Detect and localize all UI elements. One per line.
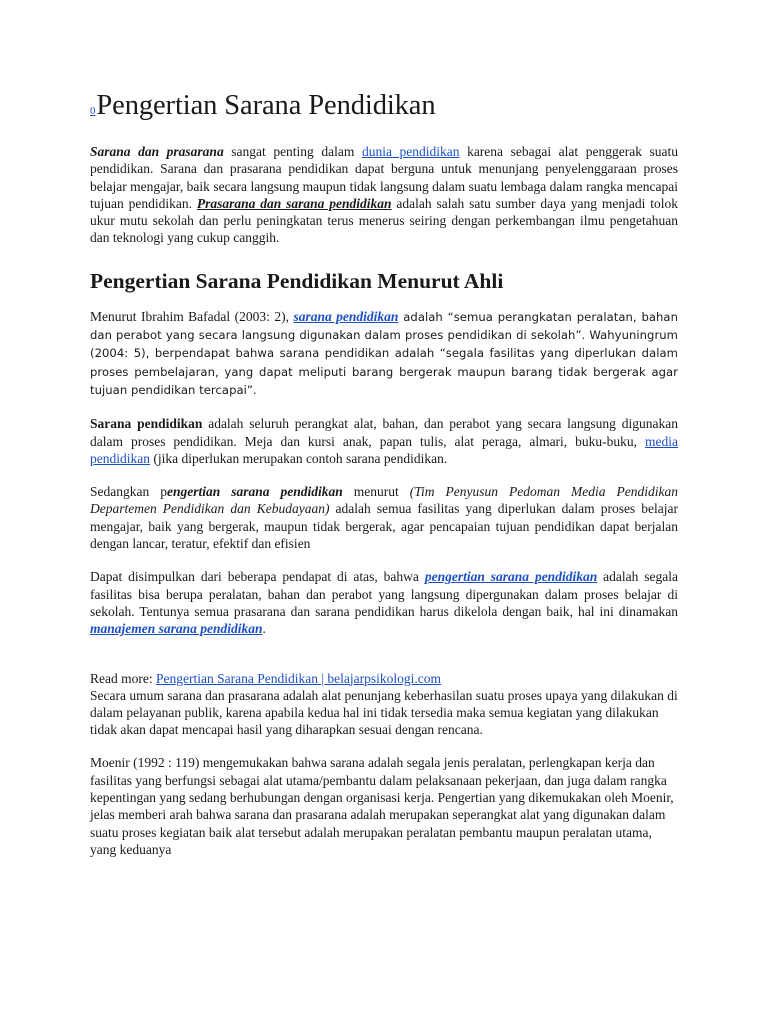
tim-text-2: menurut [342, 484, 410, 500]
conclusion-text-2: adalah segala fasilitas bisa berupa peralatan, bahan dan perabot yang langsung dipergunakan dalam proses belajar di sekolah. Tentunya semua prasarana dan sarana pendidikan harus dikelola dengan baik, hal ini dinamakan [90, 569, 679, 619]
intro-text-3: adalah salah satu sumber daya yang menjadi tolok ukur mutu sekolah dan perlu peningkatan terus menerus seiring dengan perkembangan ilmu pengetahuan dan teknologi yang cukup canggih. [90, 195, 678, 246]
conclusion-text-1: Dapat disimpulkan dari beberapa pendapat di atas, bahwa [90, 569, 425, 585]
term-prasarana-sarana: Prasarana dan sarana pendidikan [196, 195, 392, 211]
page-title-text: Pengertian Sarana Pendidikan [96, 90, 436, 121]
term-sarana-pendidikan: Sarana pendidikan [90, 416, 203, 432]
tim-penyusun-paragraph [90, 483, 678, 552]
quote-bafadal: adalah “semua perangkatan peralatan, bahan dan perabot yang secara langsung digunakan dalam proses pendidikan di sekolah”. [90, 309, 678, 343]
title-anchor-link[interactable]: 0 [90, 105, 96, 117]
umum-paragraph: Secara umum sarana dan prasarana adalah alat penunjang keberhasilan suatu proses upaya yang dilakukan di dalam pelayanan publik, karena apabila kedua hal ini tidak tersedia maka semua kegiatan yang dilakukan tidak akan dapat mencapai hasil yang diharapkan sesuai dengan rencana. [90, 687, 678, 738]
link-dunia-pendidikan[interactable]: dunia pendidikan [361, 144, 460, 159]
term-sarana-prasarana: Sarana dan prasarana [90, 144, 224, 159]
link-sarana-pendidikan[interactable]: sarana pendidikan [293, 308, 399, 324]
intro-text-2: karena sebagai alat penggerak suatu pendidikan. Sarana dan prasarana pendidikan dapat berguna untuk menunjang penyelenggaraan proses belajar mengajar, baik secara langsung maupun tidak langsung dalam suatu lembaga dalam rangka mencapai tujuan pendidikan. [90, 144, 679, 211]
tim-text-1: Sedangkan p [90, 484, 167, 500]
link-manajemen-sarana-pendidikan[interactable]: manajemen sarana pendidikan [90, 621, 263, 637]
conclusion-paragraph [90, 568, 678, 637]
read-more-line [90, 670, 678, 687]
document-page [90, 88, 678, 858]
tim-penyusun-source: (Tim Penyusun Pedoman Media Pendidikan Departemen Pendidikan dan Kebudayaan) [90, 484, 679, 517]
intro-paragraph [90, 143, 678, 247]
link-media-pendidikan[interactable]: media pendidikan [90, 433, 678, 466]
definition-text-2: (jika diperlukan merupakan contoh sarana pendidikan. [150, 450, 448, 466]
conclusion-text-3: . [262, 621, 266, 637]
ahli-paragraph [90, 308, 678, 399]
moenir-paragraph: Moenir (1992 : 119) mengemukakan bahwa sarana adalah segala jenis peralatan, perlengkapan kerja dan fasilitas yang berfungsi sebagai alat utama/pembantu dalam pelaksanaan pekerjaan, dan juga dalam rangka kepentingan yang sedang berhubungan dengan organisasi kerja. Pengertian yang dikemukakan oleh Moenir, jelas memberi arah bahwa sarana dan prasarana adalah merupakan seperangkat alat yang digunakan dalam suatu proses kegiatan baik alat tersebut adalah merupakan peralatan pembantu maupun peralatan utama, yang keduanya [90, 755, 674, 857]
ahli-text-1: Menurut Ibrahim Bafadal (2003: 2), [90, 308, 294, 324]
intro-text-1: sangat penting dalam [223, 144, 362, 159]
page-title [90, 88, 678, 129]
tim-text-3: adalah semua fasilitas yang diperlukan dalam proses belajar mengajar, baik yang bergerak, maupun tidak bergerak, agar pencapaian tujuan pendidikan dapat berjalan dengan lancar, teratur, efektif dan efisien [90, 501, 678, 552]
section-heading-ahli: Pengertian Sarana Pendidikan Menurut Ahli [90, 268, 504, 293]
link-pengertian-sarana-pendidikan[interactable]: pengertian sarana pendidikan [424, 569, 598, 585]
quote-wahyuningrum: Wahyuningrum (2004: 5), berpendapat bahwa sarana pendidikan adalah “segala fasilitas yang diperlukan dalam proses pembelajaran, yang dapat meliputi barang bergerak maupun barang tidak bergerak agar tujuan pendidikan tercapai”. [90, 328, 679, 397]
read-more-block [90, 670, 678, 739]
definition-text-1: adalah seluruh perangkat alat, bahan, dan perabot yang secara langsung digunakan dalam proses pendidikan. Meja dan kursi anak, papan tulis, alat peraga, almari, buku-buku, [90, 416, 678, 449]
definition-paragraph [90, 415, 678, 467]
link-belajarpsikologi[interactable]: Pengertian Sarana Pendidikan | belajarpsikologi.com [155, 670, 441, 686]
term-pengertian-sarana: engertian sarana pendidikan [167, 484, 343, 500]
read-more-label: Read more: [90, 670, 156, 686]
